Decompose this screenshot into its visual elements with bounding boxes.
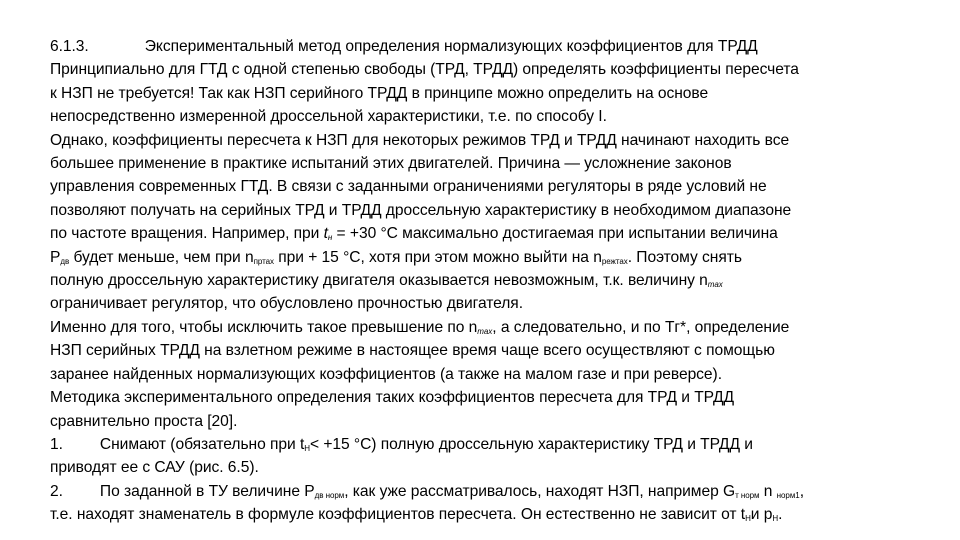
text-line: НЗП серийных ТРДД на взлетном режиме в настоящее время чаще всего осуществляют с помощью <box>50 342 775 360</box>
document-body <box>50 35 920 527</box>
symbol-t: t <box>323 225 328 243</box>
section-heading <box>50 35 920 58</box>
text-line: Однако, коэффициенты пересчета к НЗП для некоторых режимов ТРД и ТРДД начинают находить все <box>50 131 790 149</box>
text-line: Именно для того, чтобы исключить такое превышение по $n_{max}$, а следовательно, и по Тг*, определение <box>50 318 790 336</box>
list-number: 1. <box>50 435 63 453</box>
list-item-1: 1. Снимают (обязательно при $t_H< +15$ °С) полную дроссельную характеристику ТРД и ТРДД и <box>50 435 753 453</box>
section-title: Экспериментальный метод определения нормализующих коэффициентов для ТРДД <box>144 38 758 55</box>
text-line: по частоте вращения. Например, при $t_н = +30$ °С максимально достигаемая при испытании величина <box>50 225 778 243</box>
text-line: большее применение в практике испытаний этих двигателей. Причина — усложнение законов <box>50 155 732 173</box>
list-number: 2. <box>50 482 63 500</box>
text-line: т.е. находят знаменатель в формуле коэффициентов пересчета. Он естественно не зависит от $t_Hи$ $p_H$. <box>50 506 783 524</box>
text-line: Принципиально для ГТД с одной степенью свободы (ТРД, ТРДД) определять коэффициенты пересчета <box>50 61 799 79</box>
text-line: ограничивает регулятор, что обусловлено прочностью двигателя. <box>50 295 523 313</box>
text-line: полную дроссельную характеристику двигателя оказывается невозможным, т.к. величину $n_{max}$ <box>50 272 723 290</box>
text-line: Методика экспериментального определения таких коэффициентов пересчета для ТРД и ТРДД <box>50 389 735 407</box>
section-number: 6.1.3. <box>50 38 89 55</box>
text-line: заранее найденных нормализующих коэффициентов (а также на малом газе и при реверсе). <box>50 365 722 383</box>
text-line: приводят ее с САУ (рис. 6.5). <box>50 459 259 477</box>
text-line: непосредственно измеренной дроссельной характеристики, т.е. по способу I. <box>50 108 607 126</box>
text-line: сравнительно проста [20]. <box>50 412 238 430</box>
text-line: $P_{дв}$ будет меньше, чем при $n_{пртах}$ при + 15 °С, хотя при этом можно выйти на $n_{режтах}$. Поэтому снять <box>50 248 742 266</box>
text-line: управления современных ГТД. В связи с заданными ограничениями регуляторы в ряде условий не <box>50 178 767 196</box>
text-line: позволяют получать на серийных ТРД и ТРДД дроссельную характеристику в необходимом диапазоне <box>50 201 792 219</box>
list-item-2: 2. По заданной в ТУ величине $P_{дв норм}$, как уже рассматривалось, находят НЗП, например $G_{т норм}$ n $_{норм1}$, <box>50 482 804 500</box>
text-line: к НЗП не требуется! Так как НЗП серийного ТРДД в принципе можно определить на основе <box>50 84 709 102</box>
